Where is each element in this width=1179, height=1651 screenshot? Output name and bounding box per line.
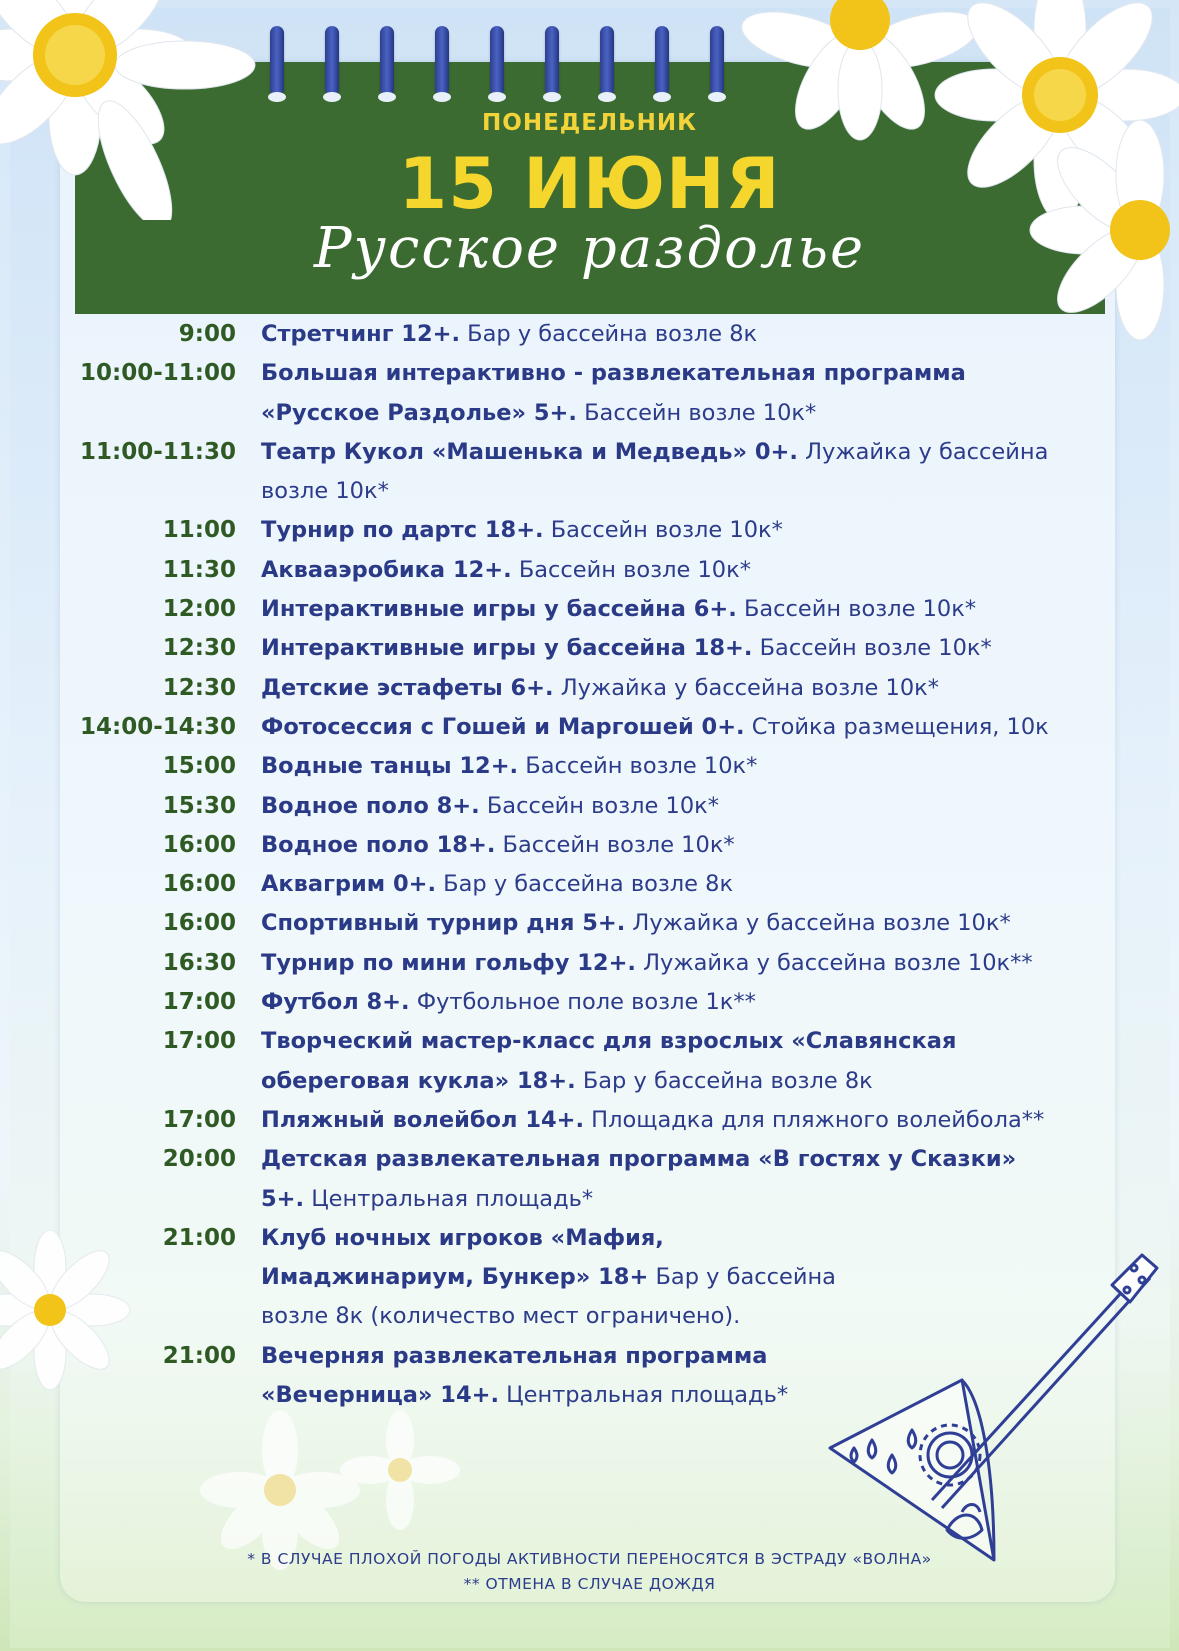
event-place: Бассейн возле 10к*	[576, 399, 817, 426]
event-title: Фотосессия с Гошей и Маргошей 0+.	[261, 713, 745, 740]
event-time: 16:00	[162, 831, 236, 858]
event-place: Стойка размещения, 10к	[744, 713, 1049, 740]
event-title: Аквагрим 0+.	[261, 871, 437, 898]
event-title: Пляжный волейбол 14+.	[261, 1106, 585, 1133]
schedule-item	[0, 1101, 1179, 1140]
event-time: 12:30	[162, 674, 236, 701]
event-title: Детская развлекательная программа «В гостях у Сказки» 5+.	[261, 1146, 1017, 1212]
event-title: Вечерняя развлекательная программа «Вечерница» 14+.	[261, 1342, 768, 1409]
event-title: Интерактивные игры у бассейна 6+.	[261, 596, 737, 623]
event-place: Бассейн возле 10к*	[543, 517, 783, 544]
event-title: Спортивный турнир дня 5+.	[261, 910, 626, 937]
event-description	[261, 511, 1051, 550]
event-place: Бар у бассейна возле 8к	[436, 871, 734, 898]
event-title: Клуб ночных игроков «Мафия, Имаджинариум, Бункер» 18+	[261, 1224, 664, 1291]
weekday-label: ПОНЕДЕЛЬНИК	[482, 110, 697, 136]
calendar-ring-icon	[270, 26, 284, 96]
event-place: Центральная площадь*	[499, 1382, 789, 1409]
event-description	[261, 708, 1051, 747]
schedule-item	[0, 747, 1179, 786]
calendar-ring-icon	[655, 26, 669, 96]
event-time: 9:00	[178, 321, 236, 347]
event-title: Театр Кукол «Машенька и Медведь» 0+.	[261, 438, 798, 465]
event-title: Футбол 8+.	[261, 989, 410, 1016]
event-description	[261, 826, 1051, 865]
schedule-item	[0, 904, 1179, 943]
event-title: Водные танцы 12+.	[261, 753, 519, 780]
event-time: 17:00	[162, 1028, 236, 1055]
event-title: Водное поло 18+.	[261, 831, 496, 858]
schedule-item	[0, 708, 1179, 747]
event-description	[261, 1022, 1051, 1101]
event-time: 16:00	[162, 871, 236, 898]
event-description	[261, 354, 1051, 433]
calendar-ring-icon	[600, 26, 614, 96]
event-time: 17:00	[162, 989, 236, 1016]
event-time: 12:00	[162, 596, 236, 623]
event-time: 21:00	[162, 1342, 236, 1369]
date-title: 15 ИЮНЯ	[398, 143, 781, 225]
schedule-item	[0, 511, 1179, 550]
event-place: Бассейн возле 10к*	[752, 635, 992, 662]
event-place: Площадка для пляжного волейбола**	[584, 1106, 1045, 1133]
event-time: 14:00-14:30	[80, 713, 236, 740]
event-place: Футбольное поле возле 1к**	[409, 989, 756, 1016]
event-description	[261, 904, 1051, 943]
schedule-item	[0, 1219, 1179, 1337]
schedule-item	[0, 551, 1179, 590]
event-title: Творческий мастер-класс для взрослых «Славянская обереговая кукла» 18+.	[261, 1028, 957, 1094]
event-place: Лужайка у бассейна возле 10к*	[625, 910, 1011, 937]
event-place: Бассейн возле 10к*	[495, 831, 735, 858]
calendar-ring-icon	[325, 26, 339, 96]
calendar-ring-icon	[435, 26, 449, 96]
event-time: 16:00	[162, 910, 236, 937]
event-description	[261, 1219, 881, 1337]
event-description	[261, 590, 1051, 629]
event-title: Детские эстафеты 6+.	[261, 674, 554, 701]
event-title: Водное поло 8+.	[261, 792, 480, 819]
event-description	[261, 1101, 1051, 1140]
event-time: 12:30	[162, 635, 236, 662]
event-title: Большая интерактивно - развлекательная программа «Русское Раздолье» 5+.	[261, 360, 966, 426]
event-title: Аквааэробика 12+.	[261, 556, 512, 583]
event-place: Центральная площадь*	[304, 1185, 594, 1212]
weather-footnote: * В СЛУЧАЕ ПЛОХОЙ ПОГОДЫ АКТИВНОСТИ ПЕРЕНОСЯТСЯ В ЭСТРАДУ «ВОЛНА»	[247, 1550, 932, 1568]
schedule-item	[0, 826, 1179, 865]
event-time: 11:00-11:30	[80, 438, 236, 465]
event-place: Бар у бассейна возле 8к	[575, 1067, 873, 1094]
event-time: 15:00	[162, 753, 236, 780]
schedule-item	[0, 787, 1179, 826]
event-title: Турнир по мини гольфу 12+.	[261, 949, 636, 976]
schedule-item	[0, 669, 1179, 708]
event-description	[261, 1337, 821, 1416]
event-time: 11:30	[162, 556, 236, 583]
event-place: Бассейн возле 10к*	[479, 792, 720, 819]
event-description	[261, 787, 1051, 826]
schedule-item	[0, 1022, 1179, 1101]
event-time: 16:30	[162, 949, 236, 976]
event-time: 21:00	[162, 1224, 236, 1251]
schedule-item	[0, 590, 1179, 629]
rain-footnote: ** ОТМЕНА В СЛУЧАЕ ДОЖДЯ	[463, 1575, 716, 1593]
event-title: Турнир по дартс 18+.	[261, 517, 544, 544]
schedule-item	[0, 1140, 1179, 1219]
event-place: Бассейн возле 10к*	[736, 596, 977, 623]
event-description	[261, 669, 1051, 708]
event-description	[261, 983, 1051, 1022]
event-description	[261, 551, 1051, 590]
calendar-ring-icon	[545, 26, 559, 96]
daisy-icon	[0, 0, 270, 220]
schedule-item	[0, 315, 1179, 354]
schedule-item	[0, 865, 1179, 904]
schedule-item	[0, 433, 1179, 512]
schedule-item	[0, 629, 1179, 668]
event-description	[261, 629, 1051, 668]
schedule-item	[0, 354, 1179, 433]
calendar-ring-icon	[490, 26, 504, 96]
event-place: Бар у бассейна возле 8к	[460, 321, 758, 347]
event-time: 15:30	[162, 792, 236, 819]
event-time: 20:00	[162, 1146, 236, 1173]
event-place: Бассейн возле 10к*	[511, 556, 751, 583]
event-description	[261, 433, 1051, 512]
schedule-item	[0, 983, 1179, 1022]
event-description	[261, 315, 1051, 354]
schedule-list	[0, 315, 1179, 1415]
schedule-item	[0, 1337, 1179, 1416]
event-place: Бар у бассейна возле 8к (количество мест ограничено).	[261, 1264, 836, 1330]
event-place: Лужайка у бассейна возле 10к**	[635, 949, 1033, 976]
event-time: 10:00-11:00	[80, 360, 236, 387]
event-title: Интерактивные игры у бассейна 18+.	[261, 635, 753, 662]
event-description	[261, 747, 1051, 786]
event-description	[261, 1140, 1051, 1219]
event-place: Бассейн возле 10к*	[518, 753, 758, 780]
event-description	[261, 865, 1051, 904]
theme-title: Русское раздолье	[313, 216, 866, 281]
event-time: 11:00	[162, 517, 236, 544]
event-place: Лужайка у бассейна возле 10к*	[553, 674, 940, 701]
calendar-ring-icon	[380, 26, 394, 96]
event-place: Лужайка у бассейна возле 10к*	[261, 438, 1049, 505]
event-description	[261, 944, 1051, 983]
schedule-item	[0, 944, 1179, 983]
event-title: Стретчинг 12+.	[261, 321, 461, 347]
event-time: 17:00	[162, 1106, 236, 1133]
